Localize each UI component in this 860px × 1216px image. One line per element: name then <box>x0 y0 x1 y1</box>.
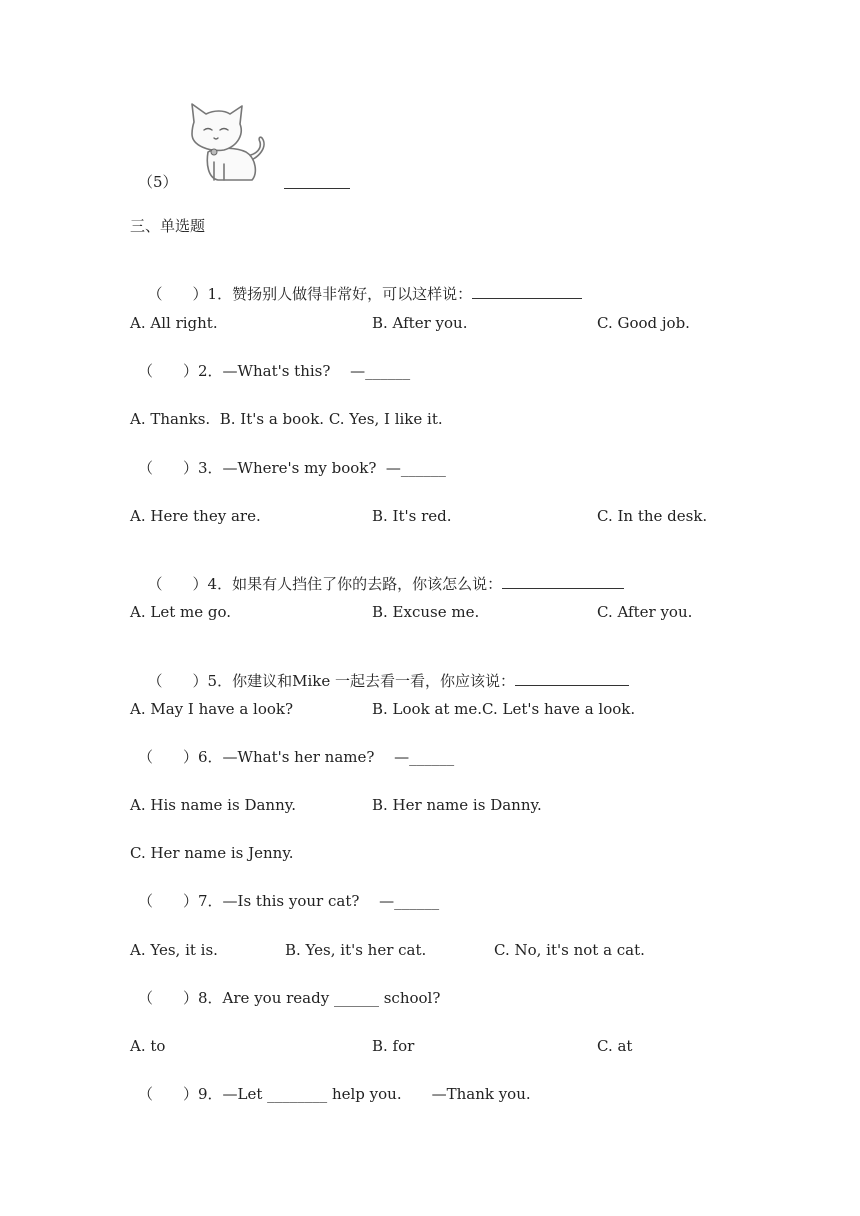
section-title: 三、单选题 <box>130 217 206 235</box>
q4-option-a: A. Let me go. <box>130 603 232 621</box>
q8-option-b: B. for <box>372 1037 415 1055</box>
item5-label: （5） <box>138 173 178 191</box>
question-7-stem: （ ）7．—Is this your cat? —______ <box>138 892 440 910</box>
q4-option-c: C. After you. <box>597 603 693 621</box>
q7-option-b: B. Yes, it's her cat. <box>285 941 427 959</box>
question-8-stem: （ ）8．Are you ready ______ school? <box>138 989 441 1007</box>
question-4-stem: （ ）4．如果有人挡住了你的去路，你该怎么说： <box>138 554 624 594</box>
q3-option-c: C. In the desk. <box>597 507 708 525</box>
question-6-stem: （ ）6．—What's her name? —______ <box>138 748 455 766</box>
q1-option-b: B. After you. <box>372 314 468 332</box>
q8-option-a: A. to <box>130 1037 166 1055</box>
q2-options: A. Thanks. B. It's a book. C. Yes, I like it. <box>130 410 443 428</box>
q6-option-c: C. Her name is Jenny. <box>130 844 294 862</box>
answer-blank <box>502 576 624 589</box>
q8-option-c: C. at <box>597 1037 633 1055</box>
q7-option-a: A. Yes, it is. <box>130 941 218 959</box>
item5-answer-blank <box>284 174 350 189</box>
q5-option-a: A. May I have a look? <box>130 700 294 718</box>
question-3-stem: （ ）3．—Where's my book? —______ <box>138 459 446 477</box>
q1-option-a: A. All right. <box>130 314 218 332</box>
question-9-stem: （ ）9．—Let ________ help you. —Thank you. <box>138 1085 531 1103</box>
q3-option-a: A. Here they are. <box>130 507 261 525</box>
question-5-stem: （ ）5．你建议和Mike 一起去看一看，你应该说： <box>138 651 629 691</box>
q6-option-b: B. Her name is Danny. <box>372 796 542 814</box>
q3-option-b: B. It's red. <box>372 507 452 525</box>
q5-option-bc: B. Look at me.C. Let's have a look. <box>372 700 636 718</box>
question-2-stem: （ ）2．—What's this? —______ <box>138 362 411 380</box>
answer-blank <box>515 673 629 686</box>
question-1-stem: （ ）1．赞扬别人做得非常好，可以这样说： <box>138 264 582 304</box>
answer-blank <box>472 286 582 299</box>
q6-option-a: A. His name is Danny. <box>130 796 296 814</box>
cat-illustration <box>184 100 272 184</box>
q1-option-c: C. Good job. <box>597 314 690 332</box>
q7-option-c: C. No, it's not a cat. <box>494 941 645 959</box>
q4-option-b: B. Excuse me. <box>372 603 480 621</box>
